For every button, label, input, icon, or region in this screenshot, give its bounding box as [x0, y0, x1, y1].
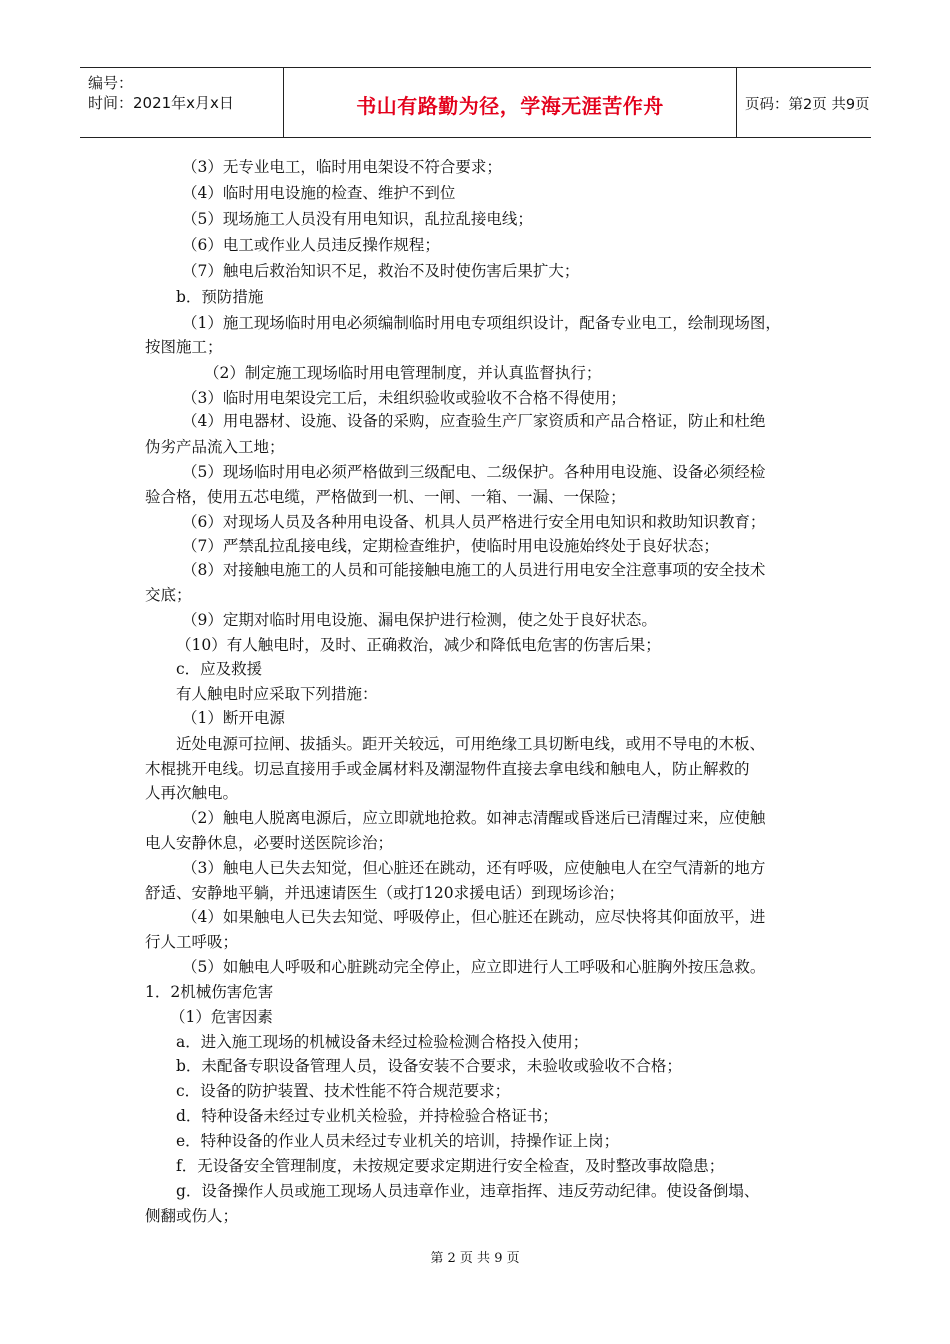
page-footer: 第 2 页 共 9 页 — [430, 1251, 520, 1266]
text-line: b．预防措施 — [176, 288, 264, 306]
text-line: 侧翻或伤人； — [145, 1207, 239, 1225]
text-line: （4）临时用电设施的检查、维护不到位 — [182, 184, 456, 202]
section-heading: 1．2机械伤害危害 — [145, 983, 274, 1001]
document-number-label: 编号： — [88, 74, 134, 92]
text-line: g．设备操作人员或施工现场人员违章作业，违章指挥、违反劳动纪律。使设备倒塌、 — [176, 1182, 760, 1200]
text-line: a．进入施工现场的机械设备未经过检验检测合格投入使用； — [176, 1033, 589, 1051]
text-line: （8）对接触电施工的人员和可能接触电施工的人员进行用电安全注意事项的安全技术 — [182, 561, 766, 579]
page-header — [80, 67, 871, 138]
text-line: （4）用电器材、设施、设备的采购，应查验生产厂家资质和产品合格证，防止和杜绝 — [182, 412, 766, 430]
text-line: （5）现场施工人员没有用电知识，乱拉乱接电线； — [182, 210, 533, 228]
header-right-cell — [736, 68, 871, 137]
text-line: f．无设备安全管理制度，未按规定要求定期进行安全检查，及时整改事故隐患； — [176, 1157, 725, 1175]
text-line: 人再次触电。 — [145, 784, 239, 802]
text-line: （7）严禁乱拉乱接电线，定期检查维护，使临时用电设施始终处于良好状态； — [182, 537, 719, 555]
text-line: （9）定期对临时用电设施、漏电保护进行检测，使之处于良好状态。 — [182, 611, 657, 629]
text-line: c．应及救援 — [176, 660, 263, 678]
text-line: （1）施工现场临时用电必须编制临时用电专项组织设计，配备专业电工，绘制现场图， — [182, 314, 781, 332]
text-line: 交底； — [145, 586, 192, 604]
text-line: 有人触电时应采取下列措施： — [176, 685, 378, 703]
text-line: 行人工呼吸； — [145, 933, 239, 951]
text-line: 电人安静休息，必要时送医院诊治； — [145, 834, 394, 852]
text-line: 木棍挑开电线。切忌直接用手或金属材料及潮湿物件直接去拿电线和触电人，防止解救的 — [145, 760, 750, 778]
text-line: c．设备的防护装置、技术性能不符合规范要求； — [176, 1082, 511, 1100]
text-line: （1）危害因素 — [170, 1008, 273, 1026]
text-line: （6）电工或作业人员违反操作规程； — [182, 236, 440, 254]
text-line: （6）对现场人员及各种用电设备、机具人员严格进行安全用电知识和救助知识教育； — [182, 513, 766, 531]
text-line: 验合格，使用五芯电缆，严格做到一机、一闸、一箱、一漏、一保险； — [145, 488, 626, 506]
header-center-cell — [283, 68, 737, 137]
text-line: （3）临时用电架设完工后，未组织验收或验收不合格不得使用； — [182, 389, 626, 407]
text-line: （5）如触电人呼吸和心脏跳动完全停止，应立即进行人工呼吸和心脏胸外按压急救。 — [182, 958, 766, 976]
text-line: （1）断开电源 — [182, 709, 285, 727]
header-left-cell — [80, 68, 283, 137]
text-line: b．未配备专职设备管理人员，设备安装不合要求，未验收或验收不合格； — [176, 1057, 682, 1075]
text-line: （2）制定施工现场临时用电管理制度，并认真监督执行； — [204, 364, 602, 382]
text-line: （3）无专业电工，临时用电架设不符合要求； — [182, 158, 502, 176]
text-line: 伪劣产品流入工地； — [145, 438, 285, 456]
text-line: （10）有人触电时，及时、正确救治，减少和降低电危害的伤害后果； — [176, 636, 661, 654]
header-page-number: 页码：第2页 共9页 — [745, 97, 870, 113]
text-line: （2）触电人脱离电源后，应立即就地抢救。如神志清醒或昏迷后已清醒过来，应使触 — [182, 809, 766, 827]
text-line: （7）触电后救治知识不足，救治不及时使伤害后果扩大； — [182, 262, 580, 280]
text-line: （4）如果触电人已失去知觉、呼吸停止，但心脏还在跳动，应尽快将其仰面放平，进 — [182, 908, 766, 926]
text-line: 按图施工； — [145, 338, 223, 356]
text-line: d．特种设备未经过专业机关检验，并持检验合格证书； — [176, 1107, 558, 1125]
text-line: 近处电源可拉闸、拔插头。距开关较远，可用绝缘工具切断电线，或用不导电的木板、 — [176, 735, 766, 753]
text-line: （5）现场临时用电必须严格做到三级配电、二级保护。各种用电设施、设备必须经检 — [182, 463, 766, 481]
text-line: （3）触电人已失去知觉，但心脏还在跳动，还有呼吸，应使触电人在空气清新的地方 — [182, 859, 766, 877]
text-line: 舒适、安静地平躺，并迅速请医生（或打120求援电话）到现场诊治； — [145, 884, 625, 902]
document-time-label: 时间：2021年x月x日 — [88, 94, 234, 112]
header-motto: 书山有路勤为径，学海无涯苦作舟 — [356, 94, 664, 118]
text-line: e．特种设备的作业人员未经过专业机关的培训，持操作证上岗； — [176, 1132, 620, 1150]
